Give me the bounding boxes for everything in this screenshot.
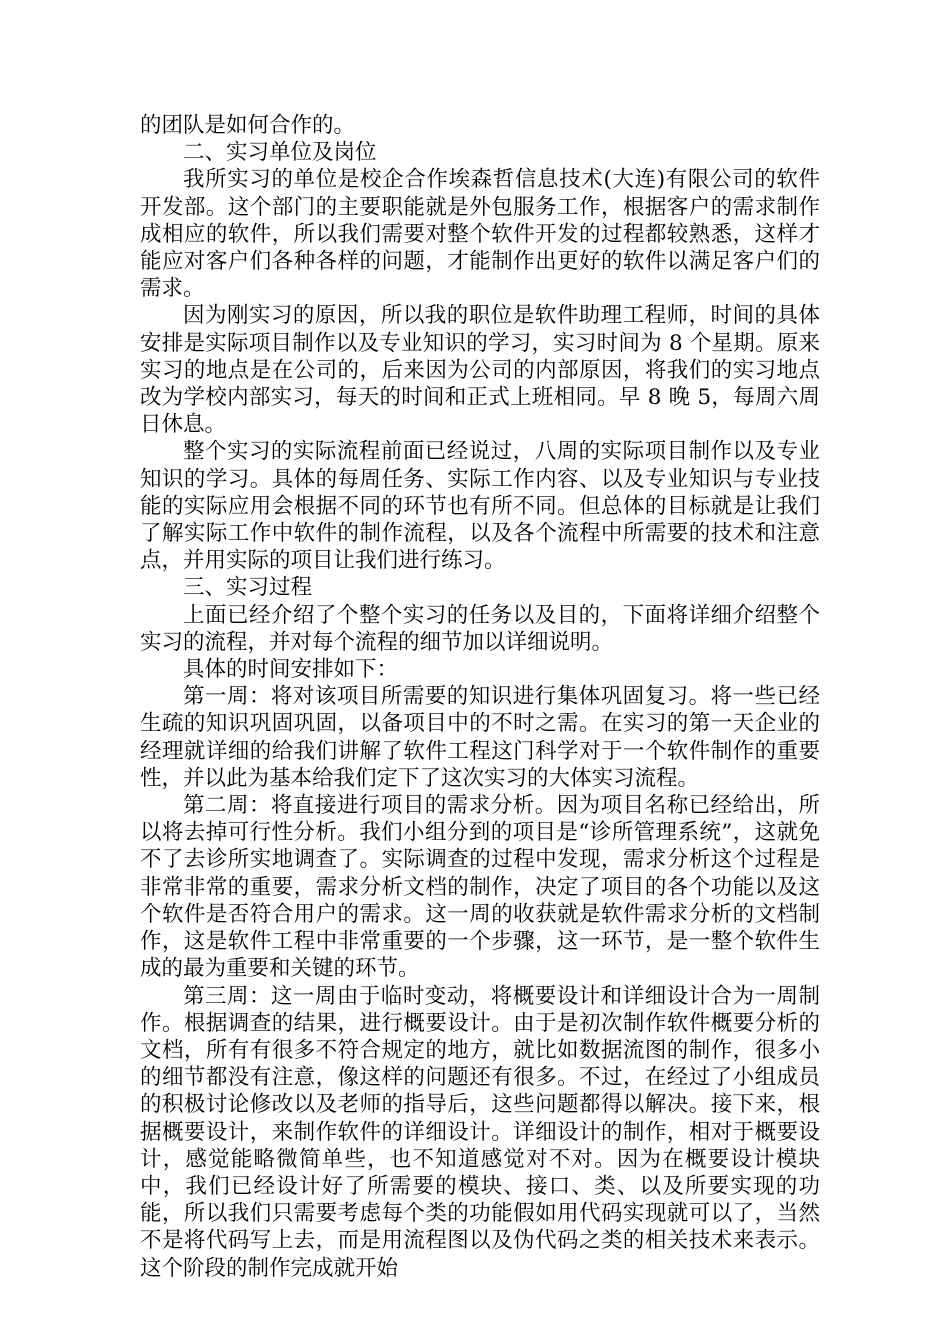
paragraph-overall-process: 整个实习的实际流程前面已经说过，八周的实际项目制作以及专业知识的学习。具体的每周任务、实际工作内容、以及专业知识与专业技能的实际应用会根据不同的环节也有所不同。但总体的目标就是让我们了解实际工作中软件的制作流程，以及各个流程中所需要的技术和注意点，并用实际的项目让我们进行练习。 (140, 439, 820, 574)
paragraph-week-one: 第一周：将对该项目所需要的知识进行集体巩固复习。将一些已经生疏的知识巩固巩固，以备项目中的不时之需。在实习的第一天企业的经理就详细的给我们讲解了软件工程这门科学对于一个软件制作的重要性，并以此为基本给我们定下了这次实习的大体实习流程。 (140, 684, 820, 791)
paragraph-schedule-intro: 具体的时间安排如下： (183, 657, 399, 683)
paragraph-process-intro: 上面已经介绍了个整个实习的任务以及目的，下面将详细介绍整个实习的流程，并对每个流程的细节加以详细说明。 (140, 602, 820, 655)
paragraph-position-schedule: 因为刚实习的原因，所以我的职位是软件助理工程师，时间的具体安排是实际项目制作以及专业知识的学习，实习时间为 8 个星期。原来实习的地点是在公司的，后来因为公司的内部原因，将我们的实习地点改为学校内部实习，每天的时间和正式上班相同。早 8 晚 5，每周六周日休息。 (140, 303, 820, 438)
section-heading-internship-process: 三、实习过程 (183, 575, 313, 601)
document-body (140, 112, 820, 1282)
section-heading-internship-unit: 二、实习单位及岗位 (183, 140, 377, 166)
paragraph-week-two: 第二周：将直接进行项目的需求分析。因为项目名称已经给出，所以将去掉可行性分析。我们小组分到的项目是“诊所管理系统”，这就免不了去诊所实地调查了。实际调查的过程中发现，需求分析这个过程是非常非常的重要，需求分析文档的制作，决定了项目的各个功能以及这个软件是否符合用户的需求。这一周的收获就是软件需求分析的文档制作，这是软件工程中非常重要的一个步骤，这一环节，是一整个软件生成的最为重要和关键的环节。 (140, 793, 820, 982)
paragraph-week-three: 第三周：这一周由于临时变动，将概要设计和详细设计合为一周制作。根据调查的结果，进行概要设计。由于是初次制作软件概要分析的文档，所有有很多不符合规定的地方，就比如数据流图的制作，很多小的细节都没有注意，像这样的问题还有很多。不过，在经过了小组成员的积极讨论修改以及老师的指导后，这些问题都得以解决。接下来，根据概要设计，来制作软件的详细设计。详细设计的制作，相对于概要设计，感觉能略微简单些，也不知道感觉对不对。因为在概要设计模块中，我们已经设计好了所需要的模块、接口、类、以及所要实现的功能，所以我们只需要考虑每个类的功能假如用代码实现就可以了，当然不是将代码写上去，而是用流程图以及伪代码之类的相关技术来表示。这个阶段的制作完成就开始 (140, 983, 820, 1281)
paragraph-unit-description: 我所实习的单位是校企合作埃森哲信息技术(大连)有限公司的软件开发部。这个部门的主要职能就是外包服务工作，根据客户的需求制作成相应的软件，所以我们需要对整个软件开发的过程都较熟悉，这样才能应对客户们各种各样的问题，才能制作出更好的软件以满足客户们的需求。 (140, 167, 820, 302)
continuation-paragraph: 的团队是如何合作的。 (140, 113, 356, 138)
